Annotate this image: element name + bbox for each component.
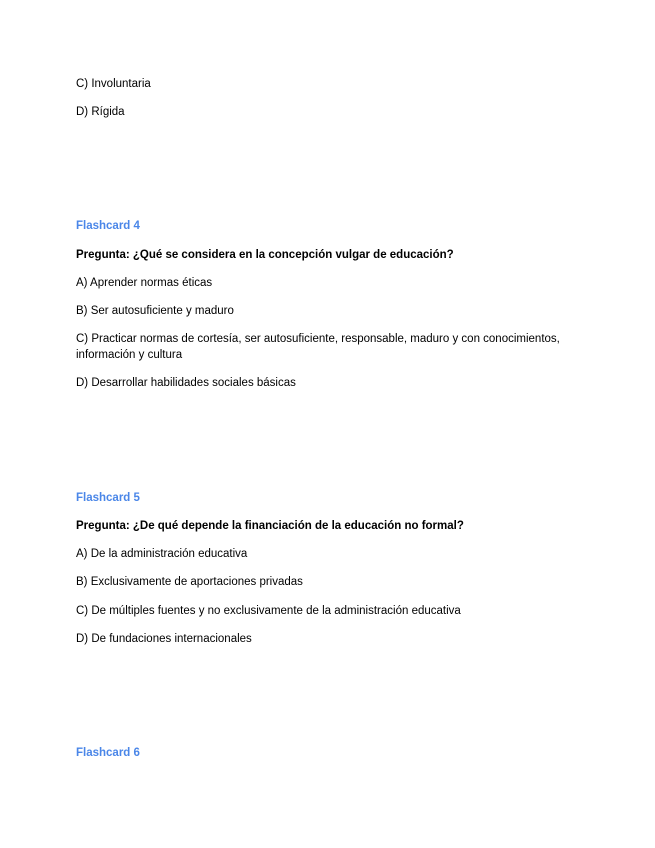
flashcard-5-option-d: D) De fundaciones internacionales <box>76 633 252 645</box>
flashcard-5-option-a: A) De la administración educativa <box>76 548 248 560</box>
flashcard-4-option-a: A) Aprender normas éticas <box>76 277 213 289</box>
flashcard-4-option-c: C) Practicar normas de cortesía, ser autosuficiente, responsable, maduro y con conocimientos, información y cultura <box>76 333 560 361</box>
flashcard-4-question: Pregunta: ¿Qué se considera en la concepción vulgar de educación? <box>76 249 454 261</box>
flashcard-4-option-d: D) Desarrollar habilidades sociales básicas <box>76 377 296 389</box>
flashcard-4-option-b: B) Ser autosuficiente y maduro <box>76 305 234 317</box>
flashcard-5-option-c: C) De múltiples fuentes y no exclusivamente de la administración educativa <box>76 605 461 617</box>
option-c-card3: C) Involuntaria <box>76 78 151 90</box>
flashcard-5-question: Pregunta: ¿De qué depende la financiación de la educación no formal? <box>76 520 464 532</box>
option-d-card3: D) Rígida <box>76 106 125 118</box>
flashcard-4-heading: Flashcard 4 <box>76 220 140 232</box>
flashcard-5-option-b: B) Exclusivamente de aportaciones privadas <box>76 576 303 588</box>
flashcard-5-heading: Flashcard 5 <box>76 492 140 504</box>
flashcard-6-heading: Flashcard 6 <box>76 747 140 759</box>
